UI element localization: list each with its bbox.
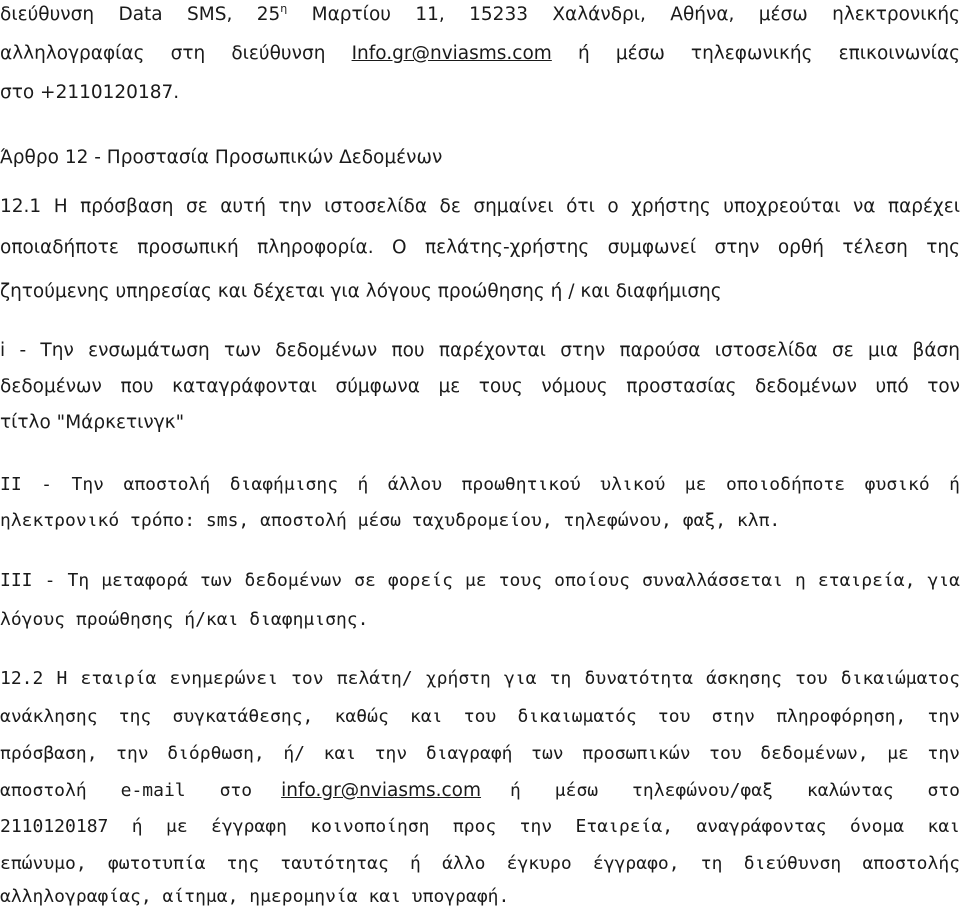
paragraph-line (0, 852, 960, 876)
list-item-ii-line (0, 473, 960, 497)
list-item-iii-text: III - Τη μεταφορά των δεδομένων σε φορείς με τους οποίους συναλλάσσεται η εταιρεία, για (0, 570, 960, 591)
list-item-ii-text: ηλεκτρονικό τρόπο: sms, αποστολή μέσω ταχυδρομείου, τηλεφώνου, φαξ, κλπ. (0, 510, 781, 531)
superscript: η (280, 2, 288, 15)
paragraph-line: οποιαδήποτε προσωπική πληροφορία. Ο πελάτης-χρήστης συμφωνεί στην ορθή τέλεση της (0, 237, 960, 258)
paragraph-text: επώνυμο, φωτοτυπία της ταυτότητας ή άλλο έγκυρο έγγραφο, τη διεύθυνση αποστολής (0, 853, 960, 874)
paragraph-text: ανάκλησης της συγκατάθεσης, καθώς και του δικαιωματός του στην πληροφόρηση, την (0, 706, 960, 727)
list-item-iii-line (0, 569, 960, 593)
list-item-ii-text: II - Την αποστολή διαφήμισης ή άλλου προωθητικού υλικού με οποιοδήποτε φυσικό ή (0, 474, 960, 495)
email-link[interactable]: Info.gr@nviasms.com (351, 43, 552, 64)
list-item-iii-line (0, 608, 960, 632)
paragraph-text: ή μέσω τηλεφώνου/φαξ καλώντας στο (510, 780, 960, 801)
contact-line-2 (0, 42, 960, 66)
contact-text: αλληλογραφίας στη διεύθυνση (0, 43, 326, 64)
contact-line-1 (0, 3, 960, 27)
paragraph-text: αποστολή e-mail στο (0, 780, 253, 801)
list-item-i-line: i - Την ενσωμάτωση των δεδομένων που παρέχονται στην παρούσα ιστοσελίδα σε μια βάση (0, 340, 960, 361)
paragraph-text: 12.2 Η εταιρία ενημερώνει τον πελάτη/ χρήστη για τη δυνατότητα άσκησης του δικαιώματος (0, 668, 960, 689)
paragraph-line: 12.1 Η πρόσβαση σε αυτή την ιστοσελίδα δε σημαίνει ότι ο χρήστης υποχρεούται να παρέχει (0, 196, 960, 217)
contact-text: διεύθυνση Data SMS, 25 (0, 4, 281, 25)
list-item-iii-text: λόγους προώθησης ή/και διαφημισης. (0, 609, 369, 630)
paragraph-line: ζητούμενης υπηρεσίας και δέχεται για λόγους προώθησης ή / και διαφήμισης (0, 281, 722, 302)
paragraph-text: αλληλογραφίας, αίτημα, ημερομηνία και υπογραφή. (0, 886, 510, 907)
paragraph-line (0, 815, 960, 839)
paragraph-line (0, 885, 960, 909)
section-heading: Άρθρο 12 - Προστασία Προσωπικών Δεδομένων (0, 147, 443, 168)
email-link[interactable]: info.gr@nviasms.com (281, 780, 482, 801)
contact-line-3: στο +2110120187. (0, 82, 180, 103)
paragraph-line (0, 779, 960, 803)
paragraph-text: 2110120187 ή με έγγραφη κοινοποίηση προς την Εταιρεία, αναγράφοντας όνομα και (0, 816, 960, 837)
list-item-i-line: τίτλο "Μάρκετινγκ" (0, 412, 185, 433)
paragraph-line (0, 705, 960, 729)
contact-text: Μαρτίου 11, 15233 Χαλάνδρι, Αθήνα, μέσω ηλεκτρονικής (311, 4, 960, 25)
list-item-i-line: δεδομένων που καταγράφονται σύμφωνα με τους νόμους προστασίας δεδομένων υπό τον (0, 376, 960, 397)
paragraph-line (0, 667, 960, 691)
paragraph-line (0, 742, 960, 766)
list-item-ii-line (0, 509, 960, 533)
paragraph-text: πρόσβαση, την διόρθωση, ή/ και την διαγραφή των προσωπικών του δεδομένων, με την (0, 743, 960, 764)
contact-text: ή μέσω τηλεφωνικής επικοινωνίας (577, 43, 960, 64)
